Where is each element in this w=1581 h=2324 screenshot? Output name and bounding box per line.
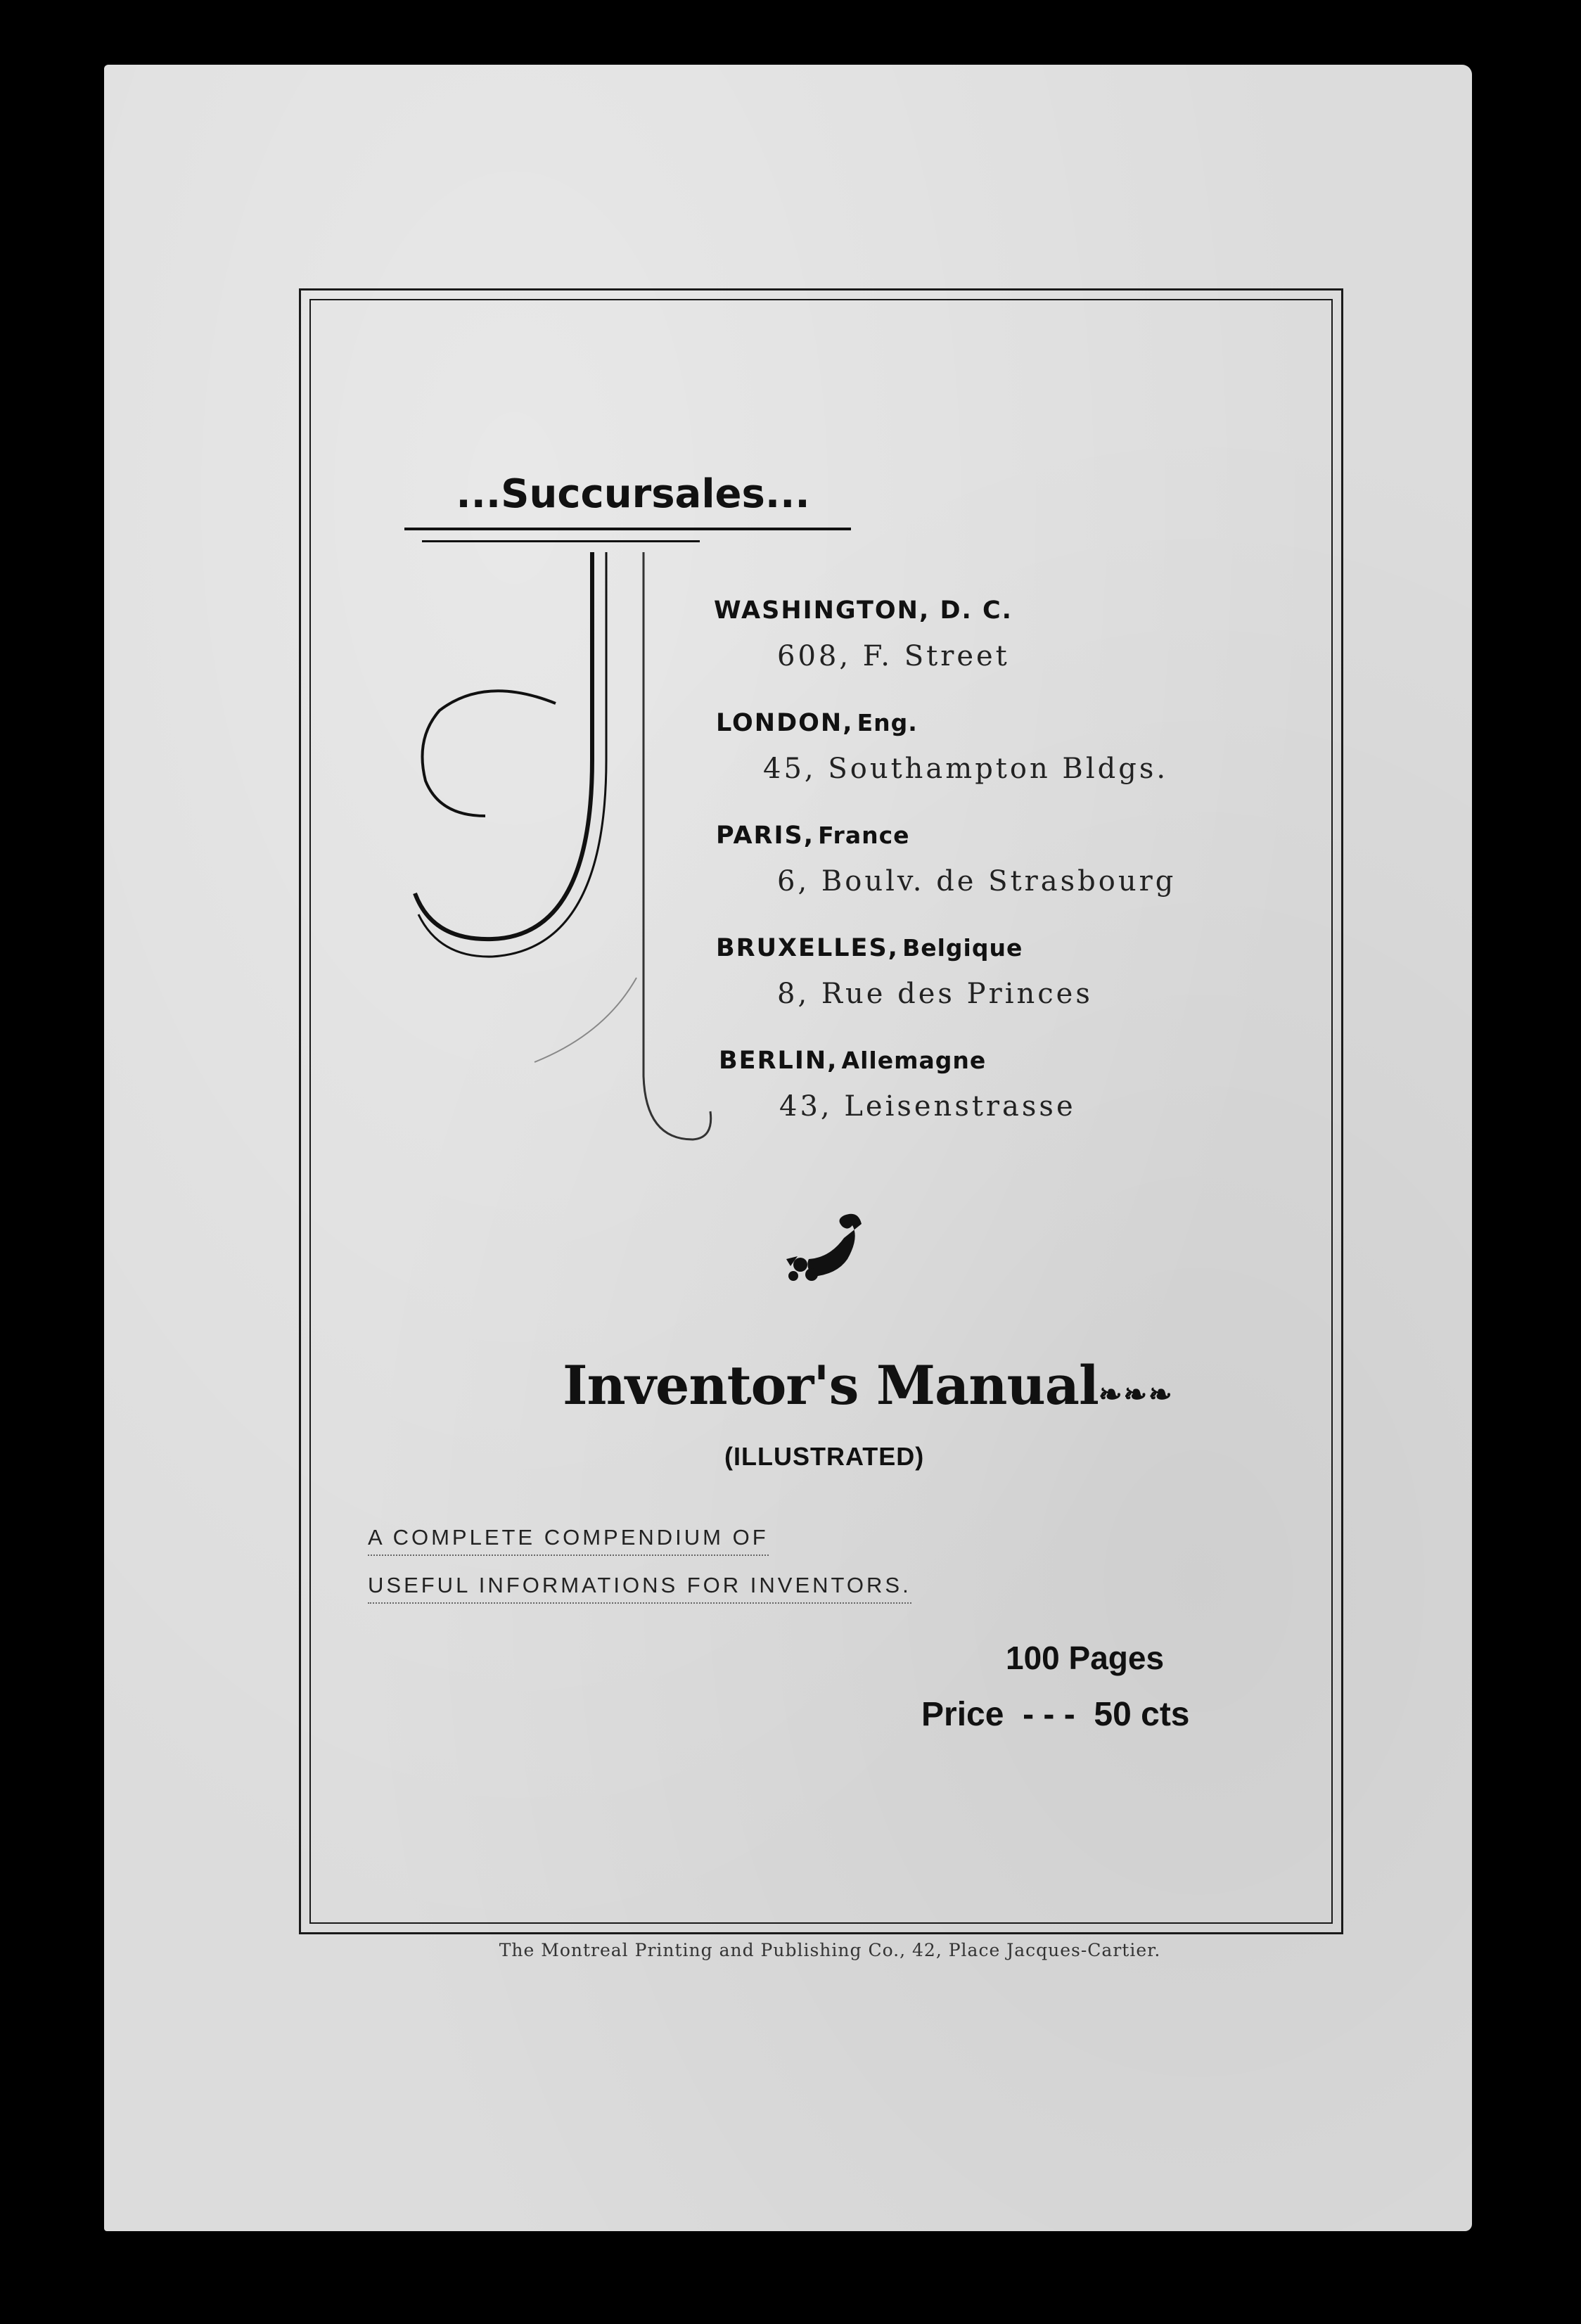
cornucopia-icon bbox=[781, 1210, 872, 1287]
branch-berlin bbox=[719, 1047, 986, 1075]
branch-country: France bbox=[818, 822, 910, 849]
branch-country: Allemagne bbox=[841, 1047, 987, 1074]
branch-country: Belgique bbox=[902, 934, 1023, 962]
printer-imprint: The Montreal Printing and Publishing Co., 42, Place Jacques-Cartier. bbox=[499, 1940, 1161, 1960]
price-line bbox=[921, 1695, 1190, 1734]
branch-city: PARIS, bbox=[716, 822, 815, 850]
branch-country: Eng. bbox=[857, 709, 918, 736]
manual-title bbox=[563, 1354, 1173, 1417]
page-heading: ...Succursales... bbox=[456, 471, 810, 517]
page-count: 100 Pages bbox=[1006, 1640, 1165, 1676]
branch-city: LONDON, bbox=[716, 709, 854, 737]
price-value: 50 cts bbox=[1094, 1696, 1190, 1733]
branch-city: BERLIN, bbox=[719, 1047, 838, 1075]
manual-title-text: Inventor's Manual bbox=[563, 1354, 1099, 1417]
manual-description-line2: USEFUL INFORMATIONS FOR INVENTORS. bbox=[368, 1573, 911, 1604]
branch-city: BRUXELLES, bbox=[716, 934, 899, 962]
branch-address-london: 45, Southampton Bldgs. bbox=[763, 753, 1169, 785]
branch-bruxelles bbox=[716, 934, 1023, 962]
manual-description-line1: A COMPLETE COMPENDIUM OF bbox=[368, 1525, 769, 1556]
price-label: Price bbox=[921, 1696, 1004, 1733]
branch-address-paris: 6, Boulv. de Strasbourg bbox=[777, 865, 1177, 898]
branch-city: WASHINGTON, D. C. bbox=[714, 596, 1013, 625]
title-ornament-icon: ❧❧❧ bbox=[1098, 1378, 1174, 1411]
branch-address-berlin: 43, Leisenstrasse bbox=[779, 1090, 1076, 1123]
manual-subtitle: (ILLUSTRATED) bbox=[724, 1442, 925, 1471]
price-dashes: - - - bbox=[1023, 1696, 1075, 1733]
branch-london bbox=[716, 709, 918, 737]
branch-address-washington: 608, F. Street bbox=[777, 640, 1010, 672]
branch-washington bbox=[714, 596, 1013, 625]
branch-address-bruxelles: 8, Rue des Princes bbox=[777, 978, 1093, 1010]
branch-paris bbox=[716, 822, 910, 850]
